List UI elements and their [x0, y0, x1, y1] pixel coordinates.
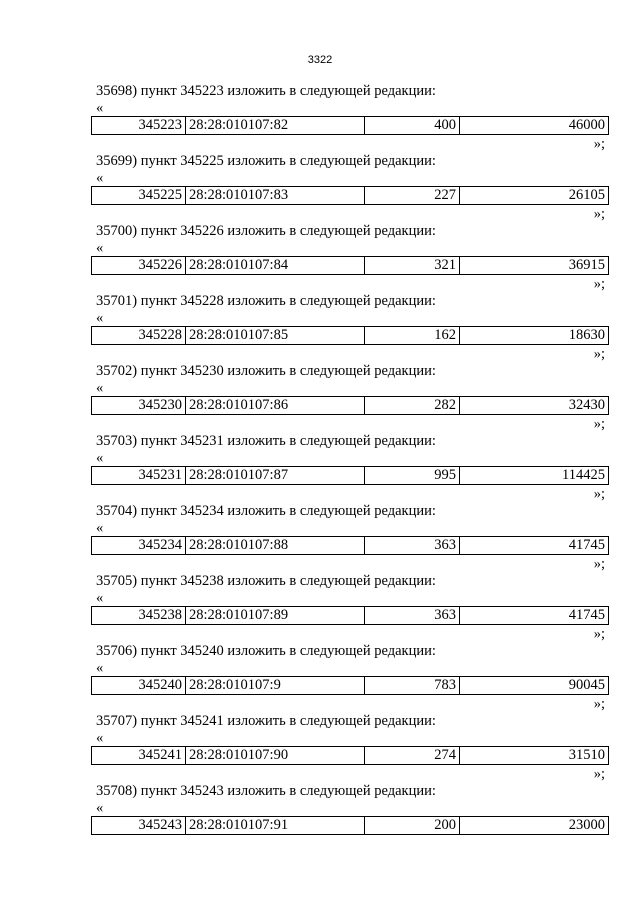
area-cell: 321	[365, 257, 460, 275]
area-cell: 783	[365, 677, 460, 695]
area-cell: 363	[365, 537, 460, 555]
table-row	[92, 747, 609, 765]
item-number-cell: 345243	[92, 817, 186, 835]
item-number-cell: 345241	[92, 747, 186, 765]
value-cell: 90045	[460, 677, 609, 695]
amendment-entry	[0, 360, 640, 430]
table-row	[92, 537, 609, 555]
amendment-entry	[0, 640, 640, 710]
amendment-entry	[0, 220, 640, 290]
amendment-entry	[0, 570, 640, 640]
amendment-heading: 35707) пункт 345241 изложить в следующей редакции:	[96, 713, 436, 729]
cadastral-number-cell: 28:28:010107:9	[186, 677, 365, 695]
table-row	[92, 817, 609, 835]
close-quote: »;	[593, 276, 605, 292]
amendment-table	[91, 816, 609, 835]
table-row	[92, 327, 609, 345]
amendment-heading: 35700) пункт 345226 изложить в следующей редакции:	[96, 223, 436, 239]
close-quote: »;	[593, 766, 605, 782]
amendment-table	[91, 746, 609, 765]
amendment-table	[91, 396, 609, 415]
close-quote: »;	[593, 416, 605, 432]
amendment-table	[91, 676, 609, 695]
open-quote: «	[96, 240, 104, 256]
value-cell: 23000	[460, 817, 609, 835]
amendment-heading: 35702) пункт 345230 изложить в следующей редакции:	[96, 363, 436, 379]
cadastral-number-cell: 28:28:010107:90	[186, 747, 365, 765]
cadastral-number-cell: 28:28:010107:89	[186, 607, 365, 625]
area-cell: 162	[365, 327, 460, 345]
amendment-table	[91, 256, 609, 275]
item-number-cell: 345225	[92, 187, 186, 205]
amendment-heading: 35703) пункт 345231 изложить в следующей редакции:	[96, 433, 436, 449]
amendment-entry	[0, 290, 640, 360]
item-number-cell: 345223	[92, 117, 186, 135]
close-quote: »;	[593, 626, 605, 642]
cadastral-number-cell: 28:28:010107:87	[186, 467, 365, 485]
amendment-table	[91, 326, 609, 345]
value-cell: 31510	[460, 747, 609, 765]
amendment-entry	[0, 150, 640, 220]
table-row	[92, 397, 609, 415]
area-cell: 227	[365, 187, 460, 205]
cadastral-number-cell: 28:28:010107:91	[186, 817, 365, 835]
value-cell: 36915	[460, 257, 609, 275]
item-number-cell: 345234	[92, 537, 186, 555]
area-cell: 363	[365, 607, 460, 625]
amendment-entry	[0, 780, 640, 850]
open-quote: «	[96, 800, 104, 816]
amendment-table	[91, 536, 609, 555]
amendment-list	[0, 80, 640, 850]
cadastral-number-cell: 28:28:010107:82	[186, 117, 365, 135]
amendment-table	[91, 466, 609, 485]
value-cell: 26105	[460, 187, 609, 205]
amendment-table	[91, 186, 609, 205]
item-number-cell: 345226	[92, 257, 186, 275]
page-number: 3322	[307, 54, 333, 66]
area-cell: 400	[365, 117, 460, 135]
value-cell: 32430	[460, 397, 609, 415]
amendment-heading: 35708) пункт 345243 изложить в следующей редакции:	[96, 783, 436, 799]
amendment-table	[91, 606, 609, 625]
open-quote: «	[96, 590, 104, 606]
open-quote: «	[96, 170, 104, 186]
area-cell: 995	[365, 467, 460, 485]
amendment-heading: 35701) пункт 345228 изложить в следующей редакции:	[96, 293, 436, 309]
cadastral-number-cell: 28:28:010107:85	[186, 327, 365, 345]
amendment-heading: 35706) пункт 345240 изложить в следующей редакции:	[96, 643, 436, 659]
amendment-entry	[0, 710, 640, 780]
amendment-entry	[0, 80, 640, 150]
open-quote: «	[96, 380, 104, 396]
area-cell: 274	[365, 747, 460, 765]
item-number-cell: 345238	[92, 607, 186, 625]
open-quote: «	[96, 310, 104, 326]
open-quote: «	[96, 520, 104, 536]
amendment-table	[91, 116, 609, 135]
amendment-heading: 35699) пункт 345225 изложить в следующей редакции:	[96, 153, 436, 169]
open-quote: «	[96, 660, 104, 676]
item-number-cell: 345231	[92, 467, 186, 485]
close-quote: »;	[593, 206, 605, 222]
item-number-cell: 345228	[92, 327, 186, 345]
item-number-cell: 345240	[92, 677, 186, 695]
amendment-heading: 35698) пункт 345223 изложить в следующей редакции:	[96, 83, 436, 99]
area-cell: 282	[365, 397, 460, 415]
item-number-cell: 345230	[92, 397, 186, 415]
table-row	[92, 257, 609, 275]
amendment-entry	[0, 430, 640, 500]
close-quote: »;	[593, 486, 605, 502]
value-cell: 41745	[460, 537, 609, 555]
close-quote: »;	[593, 136, 605, 152]
cadastral-number-cell: 28:28:010107:88	[186, 537, 365, 555]
value-cell: 46000	[460, 117, 609, 135]
close-quote: »;	[593, 556, 605, 572]
open-quote: «	[96, 730, 104, 746]
cadastral-number-cell: 28:28:010107:83	[186, 187, 365, 205]
amendment-heading: 35705) пункт 345238 изложить в следующей редакции:	[96, 573, 436, 589]
table-row	[92, 607, 609, 625]
close-quote: »;	[593, 346, 605, 362]
amendment-heading: 35704) пункт 345234 изложить в следующей редакции:	[96, 503, 436, 519]
value-cell: 114425	[460, 467, 609, 485]
cadastral-number-cell: 28:28:010107:86	[186, 397, 365, 415]
table-row	[92, 467, 609, 485]
value-cell: 41745	[460, 607, 609, 625]
area-cell: 200	[365, 817, 460, 835]
value-cell: 18630	[460, 327, 609, 345]
close-quote: »;	[593, 696, 605, 712]
table-row	[92, 117, 609, 135]
table-row	[92, 187, 609, 205]
open-quote: «	[96, 100, 104, 116]
table-row	[92, 677, 609, 695]
open-quote: «	[96, 450, 104, 466]
amendment-entry	[0, 500, 640, 570]
cadastral-number-cell: 28:28:010107:84	[186, 257, 365, 275]
